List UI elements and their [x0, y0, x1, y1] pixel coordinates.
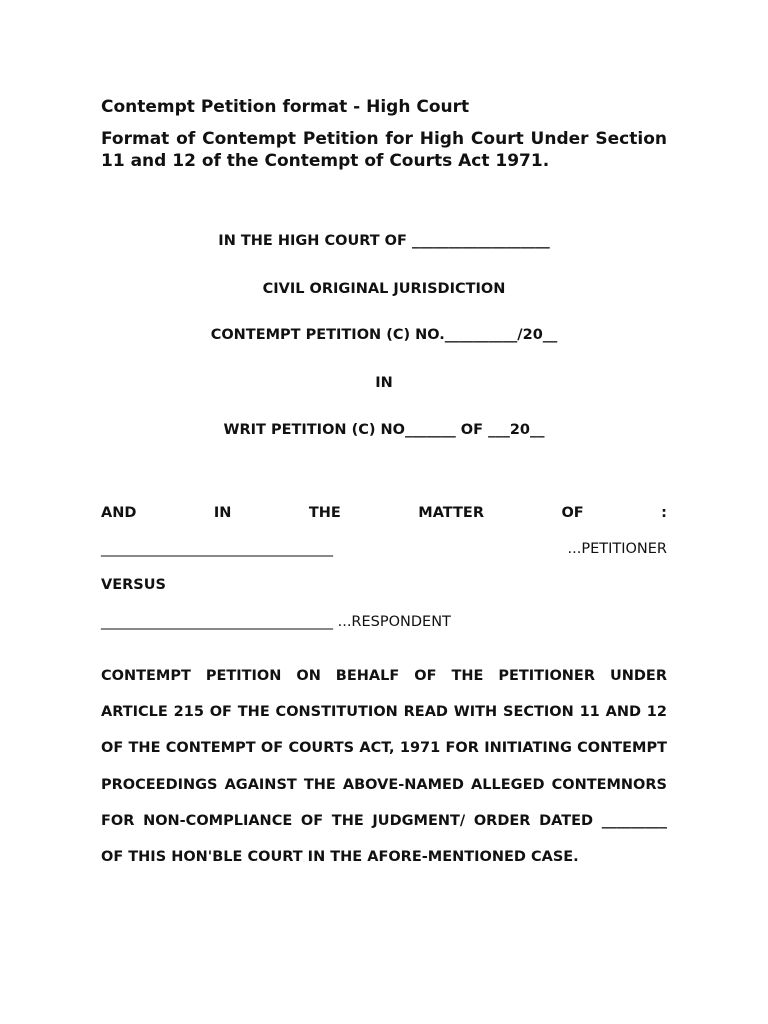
in-the-matter-of-line — [101, 504, 667, 522]
court-line: IN THE HIGH COURT OF ___________________ — [218, 233, 550, 249]
petition-number-line: CONTEMPT PETITION (C) NO.__________/20__ — [210, 327, 558, 343]
matter-word: MATTER — [418, 505, 484, 521]
jurisdiction-line: CIVIL ORIGINAL JURISDICTION — [262, 281, 506, 297]
petition-body-text: CONTEMPT PETITION ON BEHALF OF THE PETITIONER UNDER ARTICLE 215 OF THE CONSTITUTION READ WITH SECTION 11 AND 12 OF THE CONTEMPT OF COURTS ACT, 1971 FOR INITIATING CONTEMPT PROCEEDINGS AGAINST THE ABOVE-NAMED ALLEGED CONTEMNORS FOR NON-COMPLIANCE OF THE JUDGMENT/ ORDER DATED _________ OF THIS HON'BLE COURT IN THE AFORE-MENTIONED CASE. — [101, 668, 667, 866]
matter-word: OF — [561, 505, 584, 521]
matter-word: IN — [213, 505, 232, 521]
versus-label: VERSUS — [101, 577, 166, 593]
matter-word: AND — [101, 505, 137, 521]
petitioner-line — [101, 540, 667, 558]
matter-word: : — [661, 505, 667, 521]
document-subtitle: Format of Contempt Petition for High Court Under Section 11 and 12 of the Contempt of Courts Act 1971. — [101, 129, 667, 171]
in-line: IN — [375, 375, 393, 391]
petitioner-label: ...PETITIONER — [567, 541, 667, 557]
petitioner-name-blank: ________________________________ — [101, 541, 333, 557]
matter-word: THE — [308, 505, 341, 521]
document-page — [101, 0, 667, 1024]
respondent-line: ________________________________ ...RESPONDENT — [101, 614, 451, 630]
document-title: Contempt Petition format - High Court — [101, 97, 470, 117]
writ-petition-line: WRIT PETITION (C) NO_______ OF ___20__ — [223, 422, 545, 438]
